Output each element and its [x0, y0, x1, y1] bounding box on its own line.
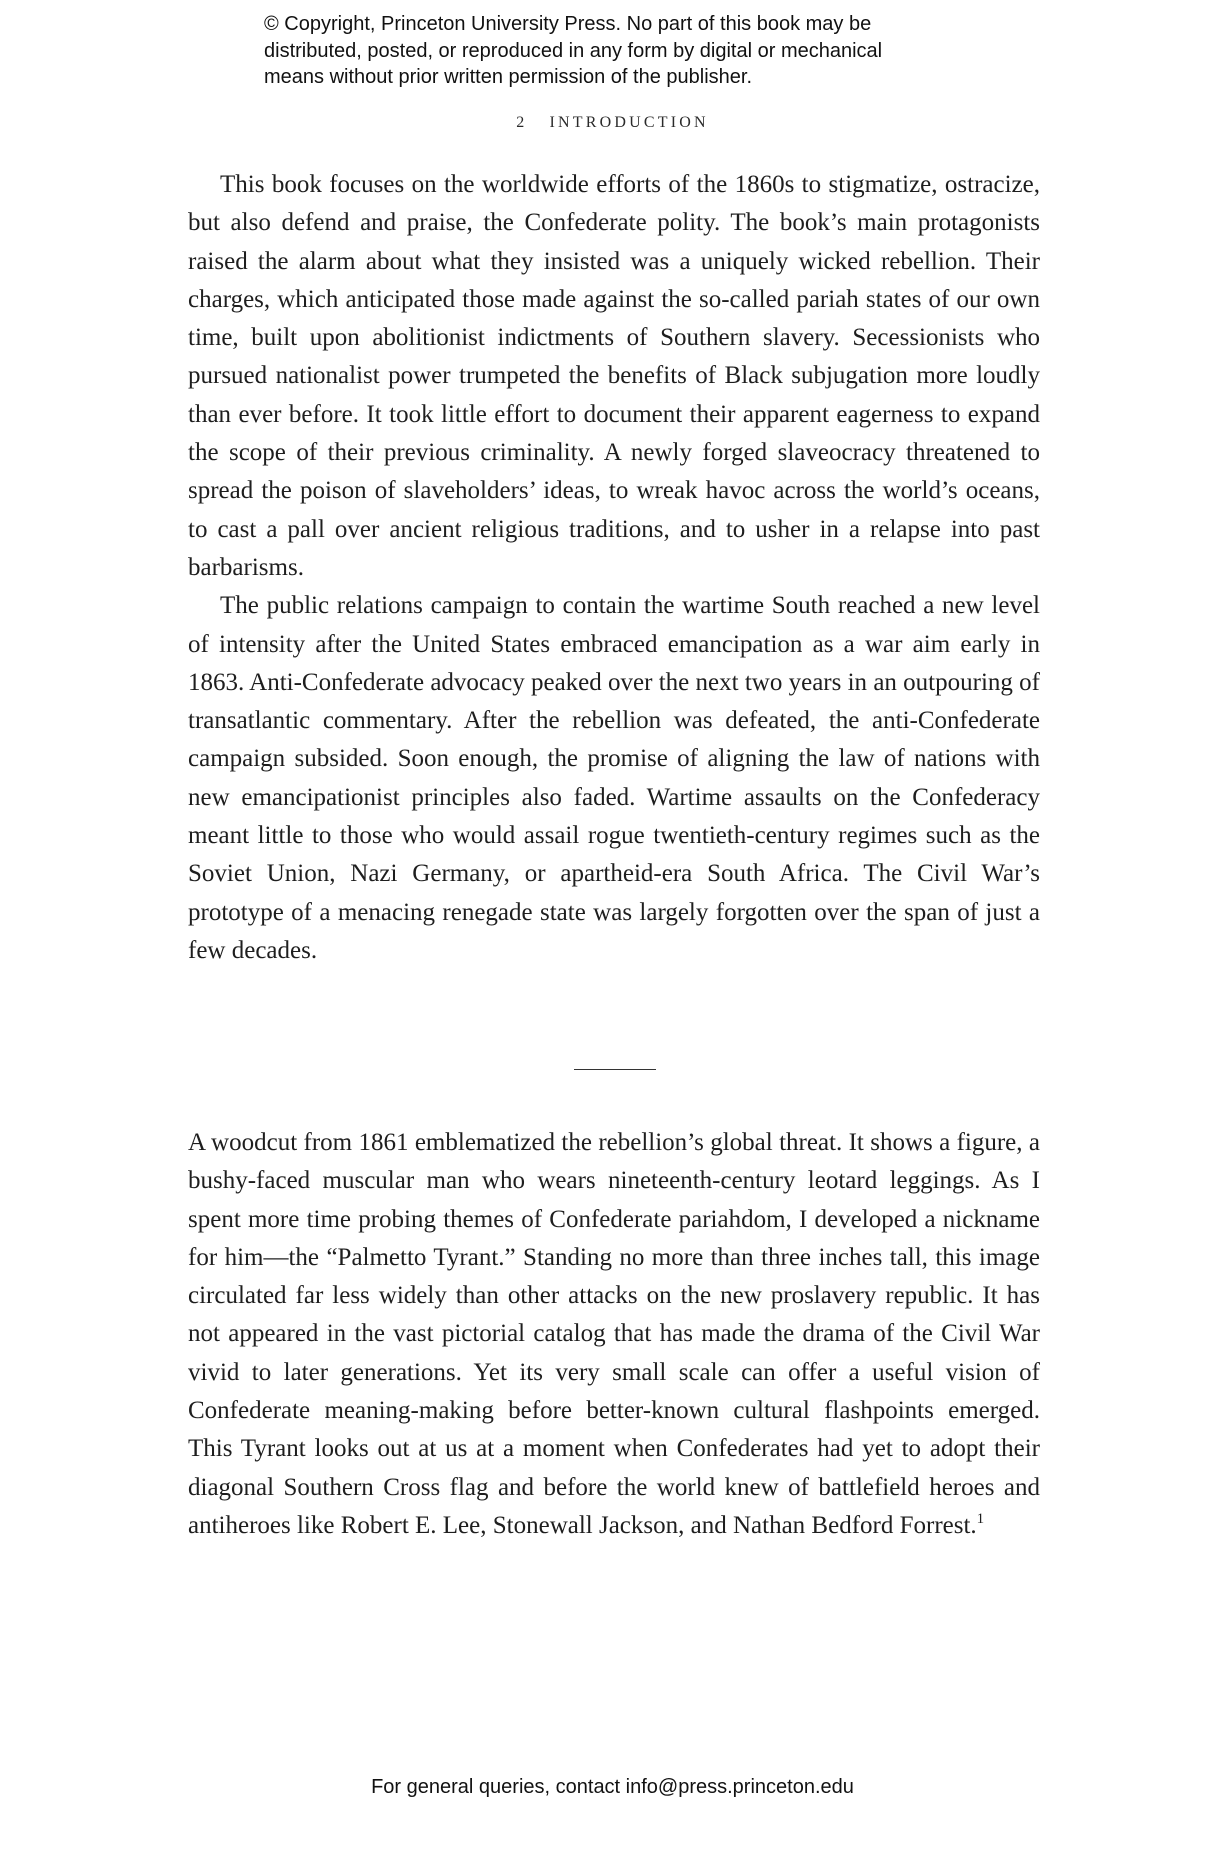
- text-block-top: [188, 166, 1040, 970]
- paragraph: This book focuses on the worldwide efforts of the 1860s to stigmatize, ostracize, but also defend and praise, the Confederate polity. The book’s main protagonists raised the alarm about what they insisted was a uniquely wicked rebellion. Their charges, which anticipated those made against the so-called pariah states of our own time, built upon abolitionist indictments of Southern slavery. Secessionists who pursued nationalist power trumpeted the benefits of Black subjugation more loudly than ever before. It took little effort to document their apparent eagerness to expand the scope of their previous criminality. A newly forged slaveocracy threatened to spread the poison of slaveholders’ ideas, to wreak havoc across the world’s oceans, to cast a pall over ancient religious traditions, and to usher in a relapse into past barbarisms.: [188, 171, 1040, 581]
- running-head: [0, 114, 1225, 132]
- footer-contact: For general queries, contact info@press.princeton.edu: [371, 1776, 854, 1798]
- page-number: 2: [516, 114, 528, 131]
- footnote-marker[interactable]: 1: [976, 1510, 985, 1527]
- section-title: INTRODUCTION: [549, 114, 709, 131]
- copyright-notice: [264, 11, 1024, 91]
- paragraph-with-note: [188, 1124, 1040, 1545]
- copyright-line: distributed, posted, or reproduced in any form by digital or mechanical: [264, 39, 883, 62]
- paragraph: A woodcut from 1861 emblematized the rebellion’s global threat. It shows a figure, a bushy-faced muscular man who wears nineteenth-century leotard leggings. As I spent more time probing themes of Confederate pariahdom, I developed a nickname for him—the “Palmetto Tyrant.” Standing no more than three inches tall, this image circulated far less widely than other attacks on the new proslavery republic. It has not appeared in the vast pictorial catalog that has made the drama of the Civil War vivid to later generations. Yet its very small scale can offer a useful vision of Confederate meaning-making before better-known cultural flashpoints emerged. This Tyrant looks out at us at a moment when Confederates had yet to adopt their diagonal Southern Cross flag and before the world knew of battlefield heroes and antiheroes like Robert E. Lee, Stonewall Jackson, and Nathan Bedford Forrest.: [188, 1129, 1040, 1539]
- copyright-line: © Copyright, Princeton University Press. No part of this book may be: [264, 13, 872, 35]
- copyright-line: means without prior written permission of the publisher.: [264, 66, 753, 88]
- paragraph: The public relations campaign to contain the wartime South reached a new level of intensity after the United States embraced emancipation as a war aim early in 1863. Anti-Confederate advocacy peaked over the next two years in an outpouring of transatlantic commentary. After the rebellion was defeated, the anti-Confederate campaign subsided. Soon enough, the promise of aligning the law of nations with new emancipationist principles also faded. Wartime assaults on the Confederacy meant little to those who would assail rogue twentieth-century regimes such as the Soviet Union, Nazi Germany, or apartheid-era South Africa. The Civil War’s prototype of a menacing renegade state was largely forgotten over the span of just a few decades.: [188, 592, 1040, 964]
- text-block-bottom: [188, 1124, 1040, 1545]
- section-break-rule: [574, 1069, 656, 1070]
